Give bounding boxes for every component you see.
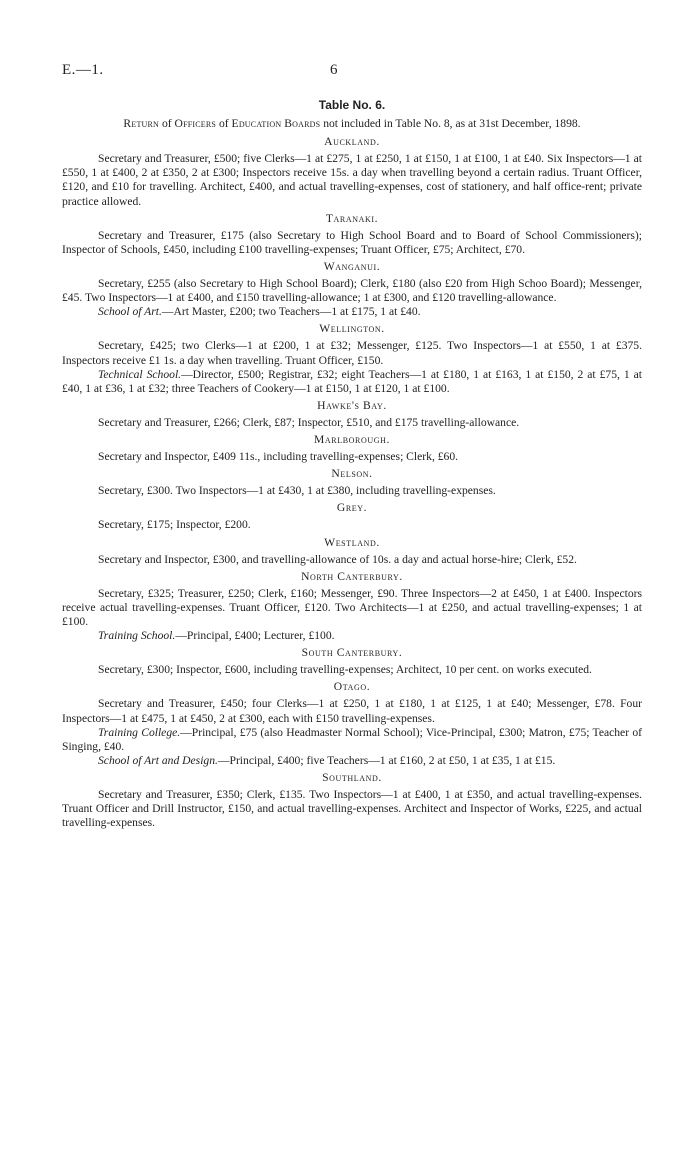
board-subparagraph-wanganui (62, 305, 642, 319)
board-heading-wellington: Wellington. (319, 322, 385, 336)
subsection-text: —Art Master, £200; two Teachers—1 at £175, 1 at £40. (161, 305, 421, 319)
subsection-lead: School of Art. (98, 305, 162, 319)
board-subparagraph-otago-art (62, 754, 642, 768)
return-word-5: Education (231, 117, 282, 131)
board-paragraph-otago: Secretary and Treasurer, £450; four Clerks—1 at £250, 1 at £180, 1 at £125, 1 at £40; Messenger, £78. Four Inspectors—1 at £475, 1 at £450, 2 at £300, each with £150 travelling-expenses. (62, 697, 642, 725)
return-word-3: Officers (174, 117, 217, 131)
subsection-lead: Technical School. (98, 367, 182, 381)
board-heading-otago: Otago. (333, 680, 371, 694)
subsection-lead: Training School. (98, 629, 176, 643)
return-word-2: of (161, 117, 172, 131)
board-paragraph-wanganui: Secretary, £255 (also Secretary to High School Board); Clerk, £180 (also £20 from High Schoo Board); Messenger, £45. Two Inspectors—1 at £400, and £150 travelling-allowance; 1 at £300, and £120 travelling-allowance. (62, 277, 642, 305)
board-heading-hawkes-bay: Hawke's Bay. (317, 398, 387, 412)
board-heading-grey: Grey. (336, 501, 368, 515)
board-paragraph-grey: Secretary, £175; Inspector, £200. (98, 518, 251, 532)
return-word-4: of (218, 117, 229, 131)
board-paragraph-southland: Secretary and Treasurer, £350; Clerk, £135. Two Inspectors—1 at £400, 1 at £350, and actual travelling-expenses. Truant Officer and Drill Instructor, £150, and actual travelling-expenses. Architect and Inspector of Works, £225, and actual travelling-expenses. (62, 788, 642, 830)
subsection-lead: School of Art and Design. (98, 753, 218, 767)
board-paragraph-taranaki: Secretary and Treasurer, £175 (also Secretary to High School Board and to Board of School Commissioners); Inspector of Schools, £450, including £100 travelling-expenses; Truant Officer, £75; Architect, £70. (62, 228, 642, 256)
board-heading-wanganui: Wanganui. (323, 259, 381, 273)
board-subparagraph-wellington (62, 368, 642, 396)
board-heading-marlborough: Marlborough. (314, 432, 390, 446)
board-paragraph-marlborough: Secretary and Inspector, £409 11s., including travelling-expenses; Clerk, £60. (98, 450, 459, 464)
board-heading-south-canterbury: South Canterbury. (301, 646, 403, 660)
board-heading-taranaki: Taranaki. (325, 211, 379, 225)
table-title: Table No. 6. (318, 98, 386, 112)
board-paragraph-auckland: Secretary and Treasurer, £500; five Clerks—1 at £275, 1 at £250, 1 at £150, 1 at £100, 1 at £40. Six Inspectors—1 at £550, 1 at £400, 2 at £350, 2 at £300; Inspectors receive 15s. a day when travelling beyond a certain radius. Truant Officer, £120, and £10 for travelling. Architect, £400, and actual travelling-expenses, cost of stationery, and half office-rent; private practice allowed. (62, 152, 642, 208)
board-subparagraph-otago-training (62, 726, 642, 754)
subsection-text: —Principal, £75 (also Headmaster Normal School); Vice-Principal, £300; Matron, £75; Teacher of Singing, £40. (62, 725, 642, 753)
subsection-lead: Training College. (98, 725, 181, 739)
board-heading-southland: Southland. (322, 770, 382, 784)
board-paragraph-hawkes-bay: Secretary and Treasurer, £266; Clerk, £87; Inspector, £510, and £175 travelling-allowance. (98, 415, 520, 429)
board-heading-westland: Westland. (324, 535, 380, 549)
board-heading-nelson: Nelson. (331, 467, 373, 481)
board-paragraph-westland: Secretary and Inspector, £300, and travelling-allowance of 10s. a day and actual horse-hire; Clerk, £52. (98, 552, 577, 566)
board-paragraph-wellington: Secretary, £425; two Clerks—1 at £200, 1 at £32; Messenger, £125. Two Inspectors—1 at £550, 1 at £375. Inspectors receive £1 1s. a day when travelling. Truant Officer, £150. (62, 339, 642, 367)
return-word-6: Boards (284, 117, 321, 131)
page-reference: E.—1. (62, 62, 104, 78)
board-subparagraph-north-canterbury (62, 629, 642, 643)
board-paragraph-north-canterbury: Secretary, £325; Treasurer, £250; Clerk, £160; Messenger, £90. Three Inspectors—2 at £450, 1 at £400. Inspectors receive actual travelling-expenses. Truant Officer, £120. Two Architects—1 at £250, and actual travelling-expenses; 1 at £100. (62, 586, 642, 628)
return-word-1: Return (123, 117, 160, 131)
page-number: 6 (330, 62, 338, 78)
document-body (62, 98, 642, 830)
board-heading-auckland: Auckland. (324, 135, 380, 149)
board-paragraph-south-canterbury: Secretary, £300; Inspector, £600, including travelling-expenses; Architect, 10 per cent. on works executed. (98, 663, 592, 677)
subsection-text: —Director, £500; Registrar, £32; eight Teachers—1 at £180, 1 at £163, 1 at £150, 2 at £75, 1 at £40, 1 at £36, 1 at £32; three Teachers of Cookery—1 at £150, 1 at £120, 1 at £100. (62, 367, 642, 395)
return-heading (62, 117, 642, 131)
subsection-text: —Principal, £400; five Teachers—1 at £160, 2 at £50, 1 at £35, 1 at £15. (217, 753, 556, 767)
board-paragraph-nelson: Secretary, £300. Two Inspectors—1 at £430, 1 at £380, including travelling-expenses. (98, 484, 496, 498)
board-heading-north-canterbury: North Canterbury. (301, 569, 403, 583)
subsection-text: —Principal, £400; Lecturer, £100. (175, 629, 335, 643)
return-rest: not included in Table No. 8, as at 31st December, 1898. (320, 117, 581, 131)
